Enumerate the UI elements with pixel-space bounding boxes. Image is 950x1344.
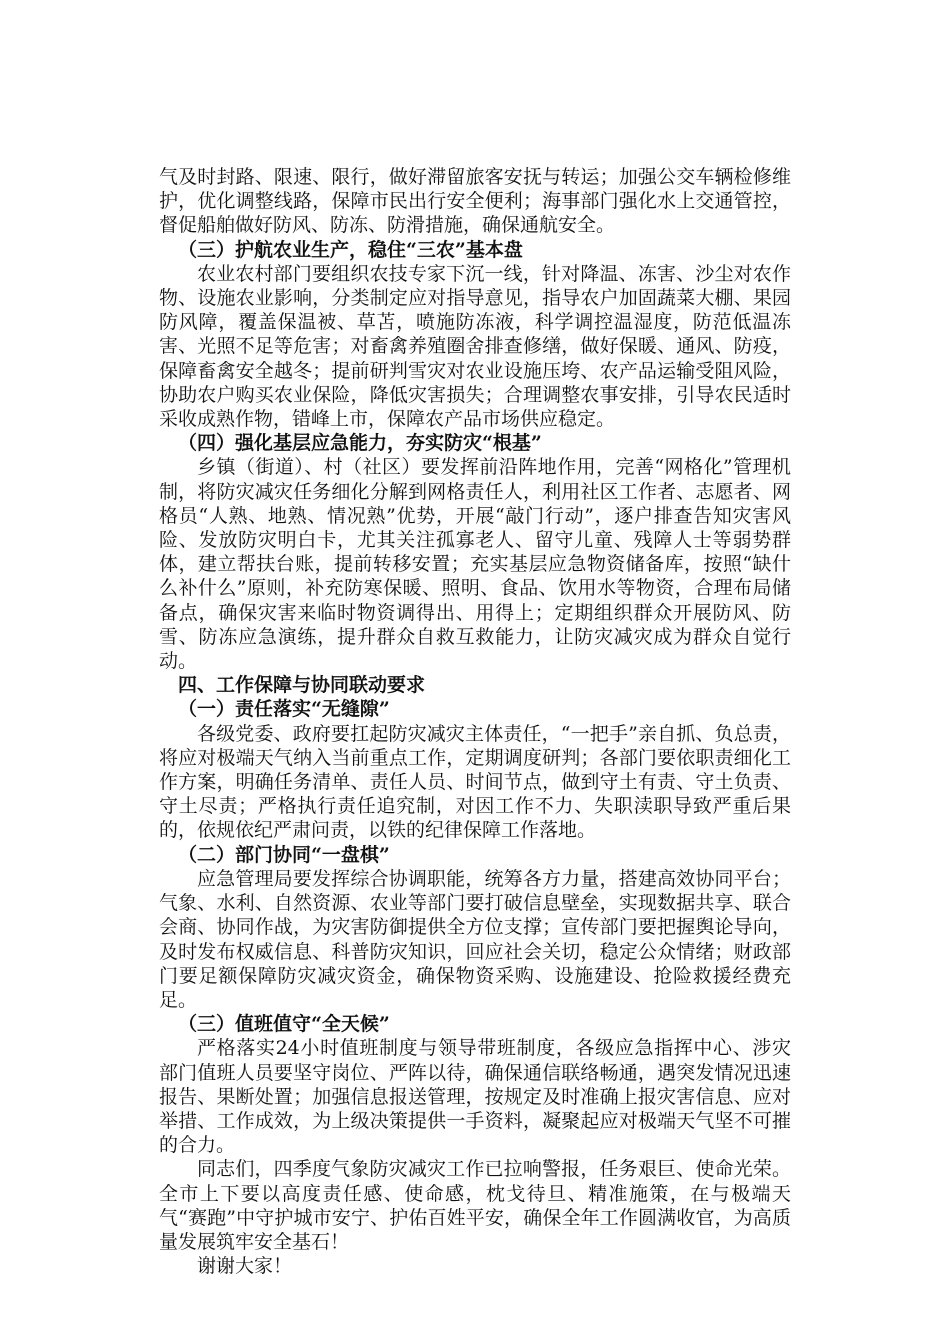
heading-duty: （三）值班值守“全天候”: [178, 1013, 390, 1036]
paragraph-thanks: 谢谢大家！: [197, 1255, 293, 1278]
heading-coordination: （二）部门协同“一盘棋”: [178, 843, 390, 866]
document-body: [159, 165, 791, 1278]
paragraph-closing: 同志们，四季度气象防灾减灾工作已拉响警报，任务艰巨、使命光荣。全市上下要以高度责任感、使命感，枕戈待旦、精准施策，在与极端天气“赛跑”中守护城市安宁、护佑百姓平安，确保全年工作圆满收官，为高质量发展筑牢安全基石！: [159, 1158, 791, 1253]
paragraph-transport: 气及时封路、限速、限行，做好滞留旅客安抚与转运；加强公交车辆检修维护，优化调整线路，保障市民出行安全便利；海事部门强化水上交通管控，督促船舶做好防风、防冻、防滑措施，确保通航安全。: [159, 166, 791, 237]
paragraph-agriculture: 农业农村部门要组织农技专家下沉一线，针对降温、冻害、沙尘对农作物、设施农业影响，分类制定应对指导意见，指导农户加固蔬菜大棚、果园防风障，覆盖保温被、草苫，喷施防冻液，科学调控温湿度，防范低温冻害、光照不足等危害；对畜禽养殖圈舍排查修缮，做好保暖、通风、防疫，保障畜禽安全越冬；提前研判雪灾对农业设施压垮、农产品运输受阻风险，协助农户购买农业保险，降低灾害损失；合理调整农事安排，引导农民适时采收成熟作物，错峰上市，保障农产品市场供应稳定。: [159, 262, 791, 431]
paragraph-coordination: 应急管理局要发挥综合协调职能，统筹各方力量，搭建高效协同平台；气象、水利、自然资源、农业等部门要打破信息壁垒，实现数据共享、联合会商、协同作战，为灾害防御提供全方位支撑；宣传部门要把握舆论导向，及时发布权威信息、科普防灾知识，回应社会关切，稳定公众情绪；财政部门要足额保障防灾减灾资金，确保物资采购、设施建设、抢险救援经费充足。: [159, 867, 791, 1011]
paragraph-responsibility: 各级党委、政府要扛起防灾减灾主体责任，“一把手”亲自抓、负总责，将应对极端天气纳入当前重点工作，定期调度研判；各部门要依职责细化工作方案，明确任务清单、责任人员、时间节点，做到守土有责、守土负责、守土尽责；严格执行责任追究制，对因工作不力、失职渎职导致严重后果的，依规依纪严肃问责，以铁的纪律保障工作落地。: [159, 722, 791, 842]
heading-responsibility: （一）责任落实“无缝隙”: [178, 698, 390, 721]
heading-grassroots: （四）强化基层应急能力，夯实防灾“根基”: [178, 432, 542, 455]
heading-agriculture: （三）护航农业生产，稳住“三农”基本盘: [178, 238, 523, 261]
section-heading-safeguards: 四、工作保障与协同联动要求: [178, 674, 426, 697]
paragraph-grassroots: 乡镇（街道）、村（社区）要发挥前沿阵地作用，完善“网格化”管理机制，将防灾减灾任务细化分解到网格责任人，利用社区工作者、志愿者、网格员“人熟、地熟、情况熟”优势，开展“敲门行动”，逐户排查告知灾害风险、发放防灾明白卡，尤其关注孤寡老人、留守儿童、残障人士等弱势群体，建立帮扶台账，提前转移安置；充实基层应急物资储备库，按照“缺什么补什么”原则，补充防寒保暖、照明、食品、饮用水等物资，合理布局储备点，确保灾害来临时物资调得出、用得上；定期组织群众开展防风、防雪、防冻应急演练，提升群众自救互救能力，让防灾减灾成为群众自觉行动。: [159, 456, 791, 673]
paragraph-duty: 严格落实24小时值班制度与领导带班制度，各级应急指挥中心、涉灾部门值班人员要坚守岗位、严阵以待，确保通信联络畅通，遇突发情况迅速报告、果断处置；加强信息报送管理，按规定及时准确上报灾害信息、应对举措、工作成效，为上级决策提供一手资料，凝聚起应对极端天气坚不可摧的合力。: [159, 1037, 791, 1157]
